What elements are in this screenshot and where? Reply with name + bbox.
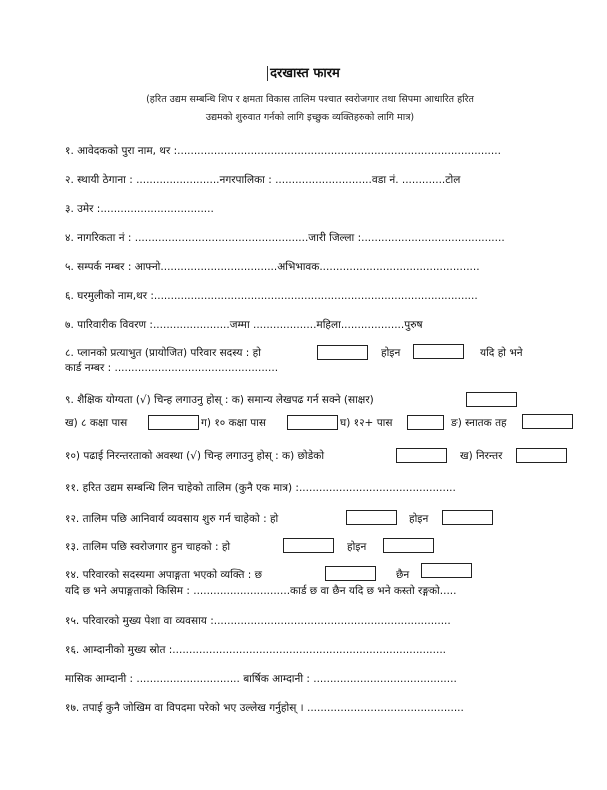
business-intent-label: १२. तालिम पछि आनिवार्य व्यवसाय शुरु गर्न चाहेको : हो [65, 513, 279, 525]
risk-disaster-field[interactable]: १७. तपाई कुनै जोखिम वा विपदमा परेको भए उल्लेख गर्नुहोस् । ............................................... [65, 702, 464, 714]
education-label: ९. शैक्षिक योग्यता (√) चिन्ह लगाउनु होस् : क) समान्य लेखपढ गर्न सक्ने (साक्षर) [65, 394, 374, 406]
education-bachelor-label: ङ) स्नातक तह [451, 417, 507, 429]
disability-label: १४. परिवारको सदस्यमा अपाङ्गता भएको व्यक्ति : छ [65, 569, 263, 581]
education-grade10-checkbox[interactable] [287, 415, 338, 430]
study-continuing-checkbox[interactable] [516, 448, 567, 463]
sponsored-member-label: ८. प्लानको प्रत्याभुत (प्रायोजित) परिवार सदस्य : हो [65, 347, 261, 359]
main-occupation-field[interactable]: १५. परिवारको मुख्य पेशा वा व्यवसाय :....................................................................... [65, 615, 451, 627]
education-grade12-label: घ) १२+ पास [340, 417, 393, 429]
applicant-name-field[interactable]: १. आवेदकको पुरा नाम, थर :................................................................................................. [65, 145, 501, 157]
business-intent-no-checkbox[interactable] [442, 510, 493, 525]
study-dropped-checkbox[interactable] [396, 448, 447, 463]
sponsored-no-checkbox[interactable] [413, 344, 464, 359]
form-subtitle-line2: उद्यमको शुरुवात गर्नको लागि इच्छुक व्यक्तिहरुको लागि मात्र) [205, 112, 415, 123]
main-income-source-field[interactable]: १६. आम्दानीको मुख्य स्रोत :.................................................................................. [65, 644, 446, 656]
study-continuing-label: ख) निरन्तर [460, 450, 503, 462]
education-bachelor-checkbox[interactable] [522, 414, 573, 429]
self-employment-yes-checkbox[interactable] [283, 538, 334, 553]
study-status-label: १०) पढाई निरन्तरताको अवस्था (√) चिन्ह लगाउनु होस् : क) छोडेको [65, 450, 325, 462]
form-title: दरखास्त फारम [0, 63, 607, 81]
self-employment-no-checkbox[interactable] [383, 538, 434, 553]
form-subtitle-line1: (हरित उद्यम सम्बन्धि शिप र क्षमता विकास तालिम पश्चात स्वरोजगार तथा सिपमा आधारित हरित [146, 94, 474, 105]
if-yes-label: यदि हो भने [480, 347, 523, 359]
sponsored-yes-checkbox[interactable] [317, 345, 368, 360]
disability-no-checkbox[interactable] [421, 563, 472, 578]
age-field[interactable]: ३. उमेर :.................................. [65, 203, 214, 215]
disability-no-label: छैन [396, 569, 410, 581]
income-field[interactable]: मासिक आम्दानी : ............................... बार्षिक आम्दानी : ........................................... [65, 673, 457, 685]
disability-yes-checkbox[interactable] [325, 566, 376, 581]
education-grade8-label: ख) ८ कक्षा पास [65, 417, 128, 429]
sponsored-no-label: होइन [381, 347, 401, 359]
permanent-address-field[interactable]: २. स्थायी ठेगाना : .........................नगरपालिका : .............................वडा नं. .............टोल [65, 174, 461, 186]
education-grade8-checkbox[interactable] [148, 415, 199, 430]
education-literate-checkbox[interactable] [466, 392, 517, 407]
disability-type-field[interactable]: यदि छ भने अपाङ्गताको किसिम : .............................कार्ड छ वा छैन यदि छ भने कस्तो रङ्गको..... [65, 585, 457, 597]
business-intent-yes-checkbox[interactable] [346, 510, 397, 525]
education-grade10-label: ग) १० कक्षा पास [201, 417, 267, 429]
contact-number-field[interactable]: ५. सम्पर्क नम्बर : आफ्नो...................................अभिभावक................................................ [65, 261, 480, 273]
household-head-field[interactable]: ६. घरमुलीको नाम,थर :................................................................................................. [65, 290, 478, 302]
self-employment-label: १३. तालिम पछि स्वरोजगार हुन चाहको : हो [65, 541, 231, 553]
card-number-field[interactable]: कार्ड नम्बर : ................................................. [65, 362, 279, 374]
education-grade12-checkbox[interactable] [407, 415, 444, 430]
desired-training-field[interactable]: ११. हरित उद्यम सम्बन्धि लिन चाहेको तालिम (कुनै एक मात्र) :............................................... [65, 482, 456, 494]
self-employment-no-label: होइन [347, 541, 367, 553]
family-details-field[interactable]: ७. पारिवारीक विवरण :.......................जम्मा ...................महिला...................पुरुष [65, 319, 423, 331]
business-intent-no-label: होइन [409, 513, 429, 525]
citizenship-field[interactable]: ४. नागरिकता नं : ....................................................जारी जिल्ला :........................................... [65, 232, 505, 244]
